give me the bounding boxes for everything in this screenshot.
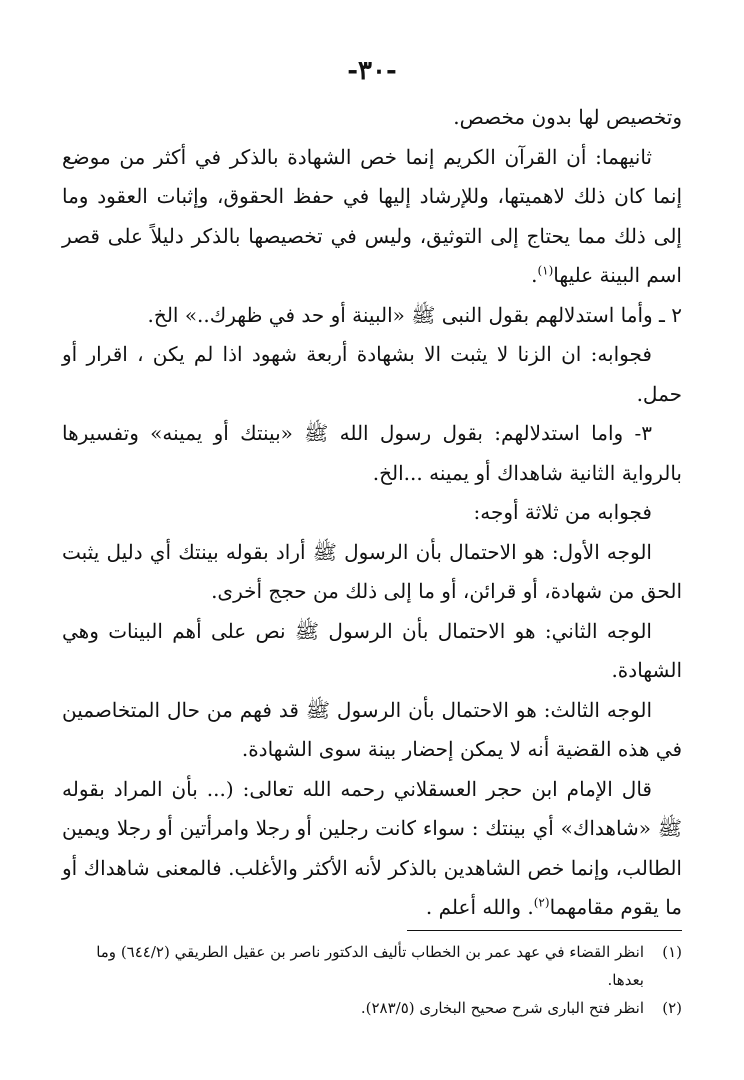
footnote-1-text: انظر القضاء في عهد عمر بن الخطاب تأليف الدكتور ناصر بن عقيل الطريقي (٦٤٤/٢) وما بعدها. [96, 943, 644, 989]
paragraph-8-text: الوجه الثاني: هو الاحتمال بأن الرسول ﷺ نص على أهم البينات وهي الشهادة. [62, 618, 682, 682]
footnote-1 [62, 938, 682, 994]
footnote-2 [62, 994, 682, 1022]
paragraph-10-text: قال الإمام ابن حجر العسقلاني رحمه الله تعالى: (... بأن المراد بقوله ﷺ «شاهداك» أي بينتك : سواء كانت رجلين أو رجلا وامرأتين أو رجلا ويمين الطالب، وإنما خص الشاهدين بالذكر لأنه الأكثر والأغلب. فالمعنى شاهداك أو ما يقوم مقامهما [62, 776, 682, 919]
paragraph-5-text: ٣- واما استدلالهم: بقول رسول الله ﷺ «بينتك أو يمينه» وتفسيرها بالرواية الثانية شاهداك أو يمينه ...الخ. [62, 421, 682, 485]
paragraph-4-text: فجوابه: ان الزنا لا يثبت الا بشهادة أربعة شهود اذا لم يكن ، اقرار أو حمل. [62, 342, 682, 406]
paragraph-9-text: الوجه الثالث: هو الاحتمال بأن الرسول ﷺ قد فهم من حال المتخاصمين في هذه القضية أنه لا يمكن إحضار بينة سوى الشهادة. [62, 697, 682, 761]
paragraph-7 [62, 533, 682, 612]
paragraph-4 [62, 335, 682, 414]
footnote-2-text: انظر فتح البارى شرح صحيح البخارى (٢٨٣/٥). [360, 999, 644, 1017]
paragraph-10-end: . والله أعلم . [425, 895, 534, 919]
paragraph-2-end: . [531, 263, 538, 287]
paragraph-1 [62, 98, 682, 138]
paragraph-9 [62, 691, 682, 770]
footnotes [62, 938, 682, 1022]
paragraph-8 [62, 612, 682, 691]
paragraph-5 [62, 414, 682, 493]
paragraph-3 [62, 296, 682, 336]
footnote-ref-2[interactable]: (٢) [533, 895, 550, 910]
paragraph-2 [62, 138, 682, 296]
paragraph-3-text: ٢ ـ وأما استدلالهم بقول النبى ﷺ «البينة أو حد في ظهرك..» الخ. [147, 302, 682, 327]
paragraph-7-text: الوجه الأول: هو الاحتمال بأن الرسول ﷺ أراد بقوله بينتك أي دليل يثبت الحق من شهادة، أو قرائن، أو ما إلى ذلك من حجج أخرى. [62, 539, 682, 603]
paragraph-6-text: فجوابه من ثلاثة أوجه: [473, 500, 652, 524]
footnote-ref-1[interactable]: (١) [537, 263, 554, 278]
paragraph-10 [62, 770, 682, 928]
page-number: -٣٠- [347, 56, 397, 86]
footnote-divider [407, 930, 682, 931]
paragraph-2-text: ثانيهما: أن القرآن الكريم إنما خص الشهادة بالذكر في أكثر من موضع إنما كان ذلك لاهميتها، وللإرشاد إليها في حفظ الحقوق، وإثبات العقود وما إلى ذلك مما يحتاج إلى التوثيق، وليس في تخصيصها بالذكر دليلاً على قصر اسم البينة عليها [62, 144, 682, 287]
paragraph-6 [62, 493, 682, 533]
footnote-2-number: (٢) [662, 999, 682, 1017]
paragraph-1-text: وتخصيص لها بدون مخصص. [453, 105, 682, 129]
body-text [62, 98, 682, 928]
footnote-1-number: (١) [662, 943, 682, 961]
